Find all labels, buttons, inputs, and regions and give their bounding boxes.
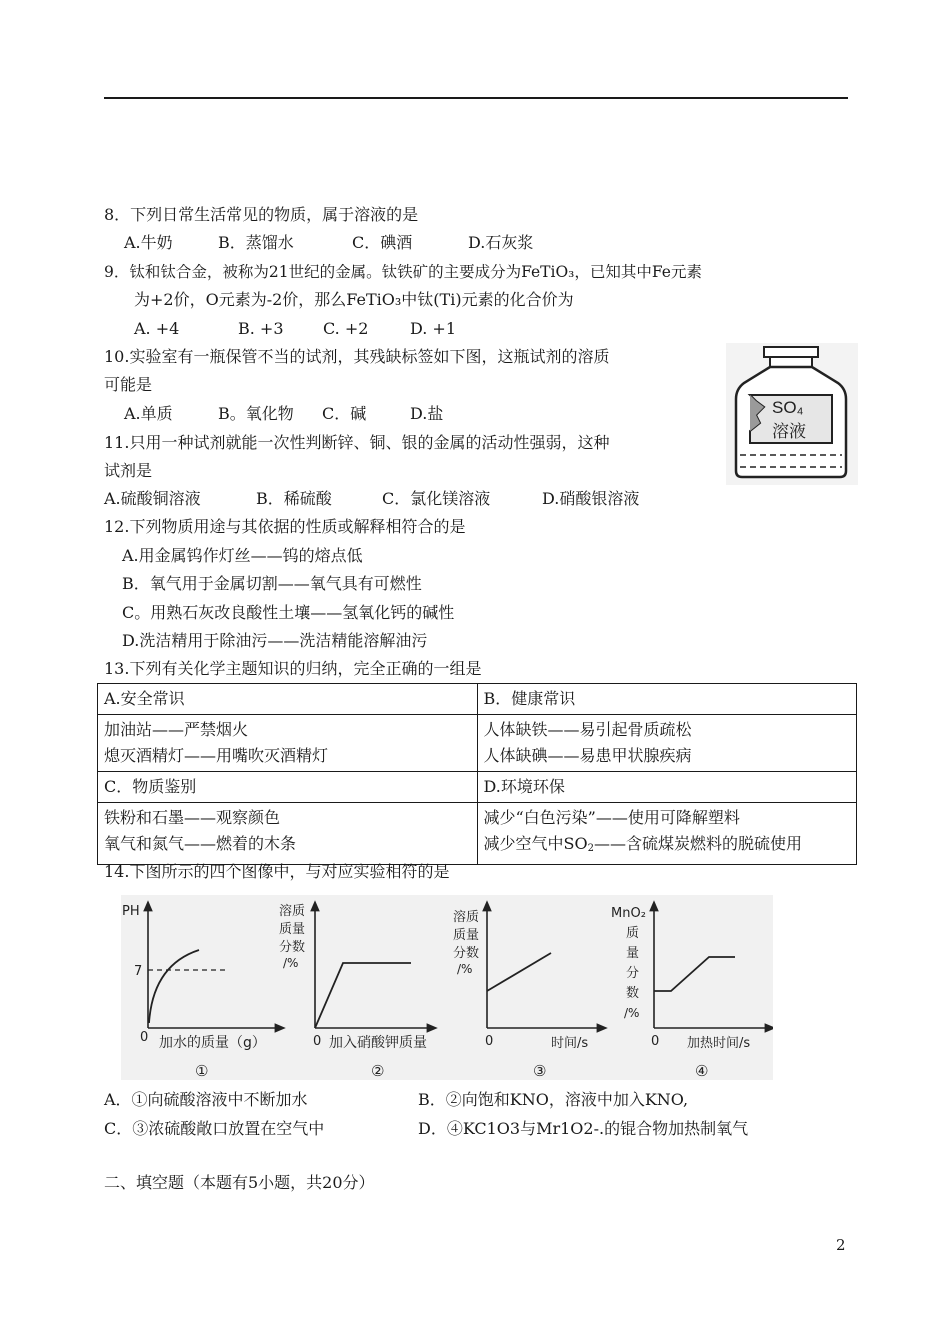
q11-option-a: A.硫酸铜溶液 [104, 489, 201, 508]
graph-3-index: ③ [533, 1062, 547, 1080]
graph-3-ylabel-3: 分数 [453, 946, 480, 961]
cell-d-line2 [484, 831, 851, 862]
graph-4-ylabel-6: /% [624, 1006, 640, 1020]
q11-stem-line1: 11.只用一种试剂就能一次性判断锌、铜、银的金属的活动性强弱，这种 [104, 433, 610, 452]
q8-option-b: B．蒸馏水 [218, 233, 294, 252]
graph-3-ylabel-4: /% [457, 962, 473, 976]
q14-option-b: B．②向饱和KNO，溶液中加入KNO, [418, 1090, 689, 1109]
section-2-heading: 二、填空题（本题有5小题，共20分） [104, 1173, 375, 1192]
q11-option-b: B．稀硫酸 [256, 489, 332, 508]
graph-4-curve [654, 957, 735, 991]
graph-3-ylabel-2: 质量 [453, 928, 480, 943]
graph-3-origin: 0 [485, 1034, 494, 1049]
q10-option-d: D.盐 [410, 404, 444, 423]
cell-a-title: A.安全常识 [98, 684, 478, 715]
cell-c-title: C．物质鉴别 [98, 772, 478, 803]
cell-d-title: D.环境环保 [477, 772, 857, 803]
cell-b-content [477, 715, 857, 772]
page-number: 2 [836, 1236, 846, 1254]
q11-stem-line2: 试剂是 [104, 461, 153, 480]
graph-1-origin: 0 [140, 1030, 149, 1045]
graph-4-ylabel-4: 分 [626, 966, 640, 981]
cell-c-line2: 氧气和氮气——燃着的木条 [104, 834, 297, 853]
q9-option-b: B. +3 [238, 319, 284, 338]
q9-option-d: D. +1 [410, 319, 457, 338]
q12-option-c: C。用熟石灰改良酸性土壤——氢氧化钙的碱性 [122, 603, 455, 622]
graph-4 [611, 905, 771, 1080]
q11-option-d: D.硝酸银溶液 [542, 489, 640, 508]
q8-stem: 8．下列日常生活常见的物质，属于溶液的是 [104, 205, 419, 224]
q9-option-a: A. +4 [134, 319, 180, 338]
reagent-bottle-figure [726, 343, 858, 485]
q10-stem-line1: 10.实验室有一瓶保管不当的试剂，其残缺标签如下图，这瓶试剂的溶质 [104, 347, 610, 366]
q8-option-d: D.石灰浆 [468, 233, 534, 252]
graph-2-xlabel: 加入硝酸钾质量 [329, 1035, 427, 1051]
q10-option-a: A.单质 [124, 404, 173, 423]
graph-2-index: ② [371, 1062, 385, 1080]
q14-option-c: C．③浓硫酸敞口放置在空气中 [104, 1119, 325, 1138]
q12-stem: 12.下列物质用途与其依据的性质或解释相符合的是 [104, 517, 466, 536]
q14-option-a: A．①向硫酸溶液中不断加水 [104, 1090, 308, 1109]
cell-b-line2: 人体缺碘——易患甲状腺疾病 [483, 746, 692, 765]
graph-4-ylabel-3: 量 [626, 946, 640, 961]
q9-option-c: C. +2 [323, 319, 369, 338]
cell-d-content [477, 803, 857, 865]
cell-d-line2-sub: 2 [587, 843, 594, 854]
graph-4-ylabel-5: 数 [626, 986, 640, 1001]
q8-option-a: A.牛奶 [124, 233, 173, 252]
graph-2-ylabel-4: /% [283, 956, 299, 970]
graph-1-ylabel: PH [122, 904, 140, 919]
graph-1 [122, 904, 281, 1080]
graph-4-index: ④ [695, 1062, 709, 1080]
graph-1-xlabel: 加水的质量（g） [159, 1035, 266, 1051]
graph-2-ylabel-3: 分数 [279, 940, 306, 955]
bottle-label-solution: 溶液 [772, 422, 806, 442]
q10-stem-line2: 可能是 [104, 375, 153, 394]
graph-4-xlabel: 加热时间/s [687, 1036, 751, 1051]
graph-2-ylabel-1: 溶质 [279, 904, 306, 919]
graph-4-origin: 0 [651, 1034, 660, 1049]
q9-stem-line1: 9．钛和钛合金，被称为21世纪的金属。钛铁矿的主要成分为FeTiO₃，已知其中Fe元素 [104, 263, 702, 281]
cell-c-line1: 铁粉和石墨——观察颜色 [104, 808, 281, 827]
q13-stem: 13.下列有关化学主题知识的归纳，完全正确的一组是 [104, 659, 482, 678]
cell-a-line2: 熄灭酒精灯——用嘴吹灭酒精灯 [104, 746, 329, 765]
graph-2-curve [315, 963, 411, 1028]
q14-stem: 14.下图所示的四个图像中，与对应实验相符的是 [104, 862, 450, 881]
cell-d-line2-pre: 减少空气中SO [483, 834, 588, 853]
q14-option-d: D．④KC1O3与Mr1O2-.的锟合物加热制氧气 [418, 1119, 749, 1138]
graphs-figure [121, 895, 773, 1080]
cell-d-line2-post: ——含硫煤炭燃料的脱硫使用 [593, 834, 802, 853]
cell-b-line1: 人体缺铁——易引起骨质疏松 [483, 720, 692, 739]
graph-2 [279, 903, 433, 1080]
q9-stem-line2: 为+2价，O元素为-2价，那么FeTiO₃中钛(Ti)元素的化合价为 [134, 290, 574, 309]
q11-option-c: C．氯化镁溶液 [382, 489, 491, 508]
header-rule [104, 97, 848, 99]
q12-option-b: B．氧气用于金属切割——氧气具有可燃性 [122, 574, 422, 593]
cell-a-content [98, 715, 478, 772]
q10-option-b: B。氧化物 [218, 404, 294, 423]
bottle-label-formula: SO₄ [772, 398, 804, 417]
graph-4-ylabel-1: MnO₂ [611, 906, 646, 921]
graph-1-curve [149, 950, 199, 1023]
graph-2-origin: 0 [313, 1034, 322, 1049]
graph-4-ylabel-2: 质 [626, 926, 640, 941]
graph-3-xlabel: 时间/s [551, 1036, 589, 1051]
graph-1-ytick: 7 [134, 964, 143, 979]
graph-3-ylabel-1: 溶质 [453, 910, 480, 925]
q12-option-a: A.用金属钨作灯丝——钨的熔点低 [122, 546, 363, 565]
cell-a-line1: 加油站——严禁烟火 [104, 720, 249, 739]
graph-3 [453, 905, 603, 1080]
q8-option-c: C．碘酒 [352, 233, 413, 252]
graph-1-index: ① [195, 1062, 209, 1080]
q12-option-d: D.洗洁精用于除油污——洗洁精能溶解油污 [122, 631, 428, 650]
q10-option-c: C．碱 [322, 404, 367, 423]
cell-b-title: B．健康常识 [477, 684, 857, 715]
knowledge-table [97, 683, 857, 865]
graph-2-ylabel-2: 质量 [279, 922, 306, 937]
graph-3-curve [487, 953, 551, 991]
cell-d-line1: 减少“白色污染”——使用可降解塑料 [483, 808, 740, 827]
cell-c-content [98, 803, 478, 865]
